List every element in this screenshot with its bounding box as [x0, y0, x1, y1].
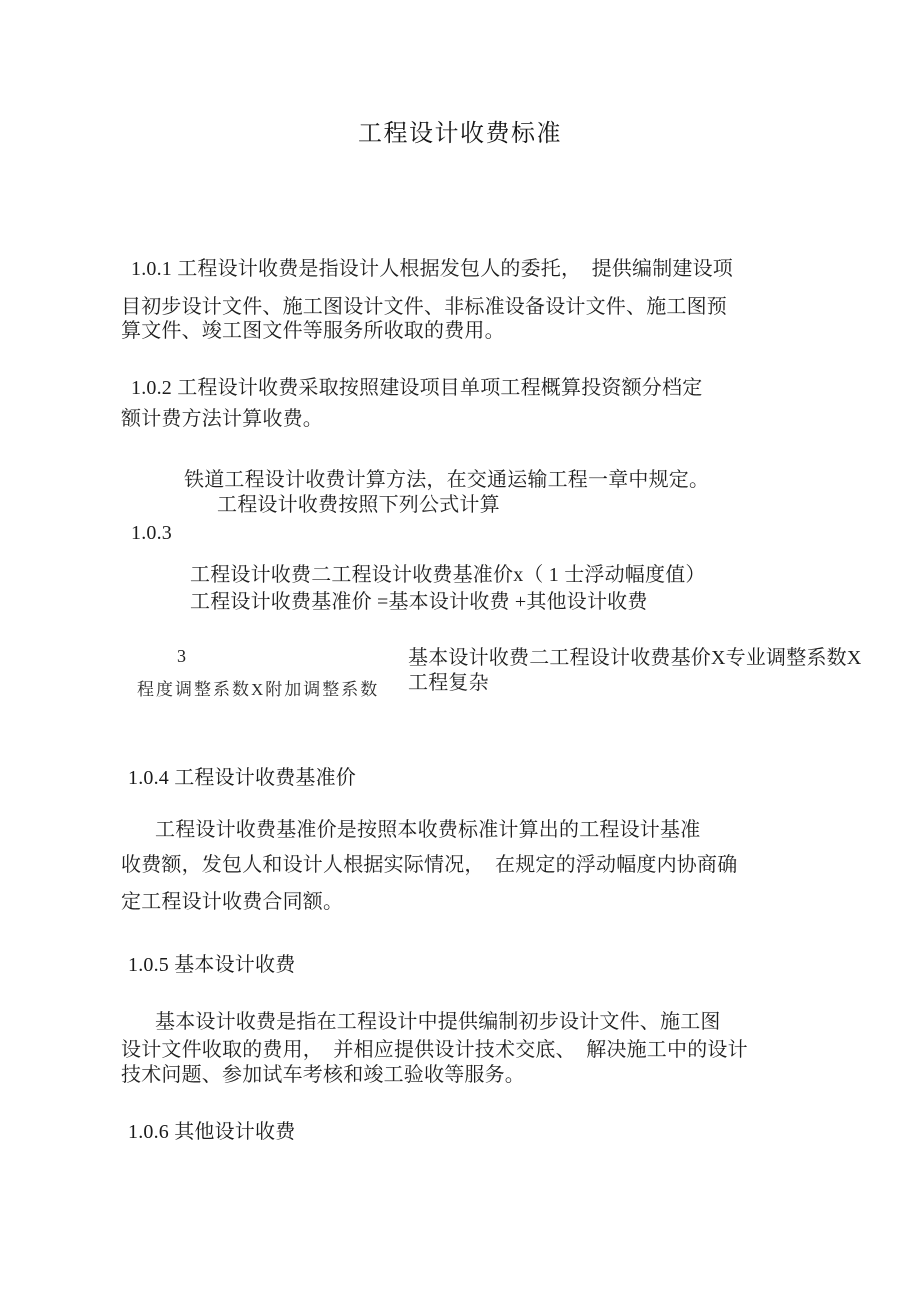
para-1-0-5-line-3: 技术问题、参加试车考核和竣工验收等服务。 — [121, 1064, 525, 1086]
para-1-0-3-railway-note: 铁道工程设计收费计算方法，在交通运输工程一章中规定。 — [184, 469, 710, 491]
para-1-0-4-line-3: 定工程设计收费合同额。 — [121, 891, 344, 913]
formula-fee-line-1: 工程设计收费二工程设计收费基准价x（ 1 士浮动幅度值） — [190, 564, 706, 586]
formula-basic-superscript: 3 — [177, 646, 187, 666]
formula-fee-line-2: 工程设计收费基准价 =基本设计收费 +其他设计收费 — [190, 591, 648, 613]
heading-1-0-5: 1.0.5 基本设计收费 — [128, 954, 296, 976]
para-1-0-1-line-2: 目初步设计文件、施工图设计文件、非标准设备设计文件、施工图预 — [121, 296, 727, 318]
heading-1-0-6: 1.0.6 其他设计收费 — [128, 1121, 296, 1143]
para-1-0-5-line-2: 设计文件收取的费用， 并相应提供设计技术交底、 解决施工中的设计 — [121, 1039, 748, 1061]
formula-basic-right-line-1: 基本设计收费二工程设计收费基价X专业调整系数X — [408, 647, 862, 669]
para-1-0-4-line-2: 收费额，发包人和设计人根据实际情况， 在规定的浮动幅度内协商确 — [121, 854, 738, 876]
para-1-0-5-line-1: 基本设计收费是指在工程设计中提供编制初步设计文件、施工图 — [155, 1011, 721, 1033]
heading-1-0-4: 1.0.4 工程设计收费基准价 — [128, 767, 356, 789]
para-1-0-2-line-2: 额计费方法计算收费。 — [121, 408, 323, 430]
formula-basic-right-line-2: 工程复杂 — [408, 672, 489, 694]
para-1-0-2-line-1: 1.0.2 工程设计收费采取按照建设项目单项工程概算投资额分档定 — [131, 377, 703, 399]
para-1-0-1-line-1: 1.0.1 工程设计收费是指设计人根据发包人的委托， 提供编制建设项 — [131, 258, 733, 280]
para-1-0-4-line-1: 工程设计收费基准价是按照本收费标准计算出的工程设计基准 — [155, 819, 701, 841]
page-title: 工程设计收费标准 — [358, 121, 562, 147]
formula-basic-left-small: 程度调整系数X附加调整系数 — [137, 680, 380, 699]
para-1-0-1-line-3: 算文件、竣工图文件等服务所收取的费用。 — [121, 320, 505, 342]
para-1-0-3-formula-intro: 工程设计收费按照下列公式计算 — [217, 494, 500, 516]
para-1-0-3-number: 1.0.3 — [131, 522, 172, 544]
